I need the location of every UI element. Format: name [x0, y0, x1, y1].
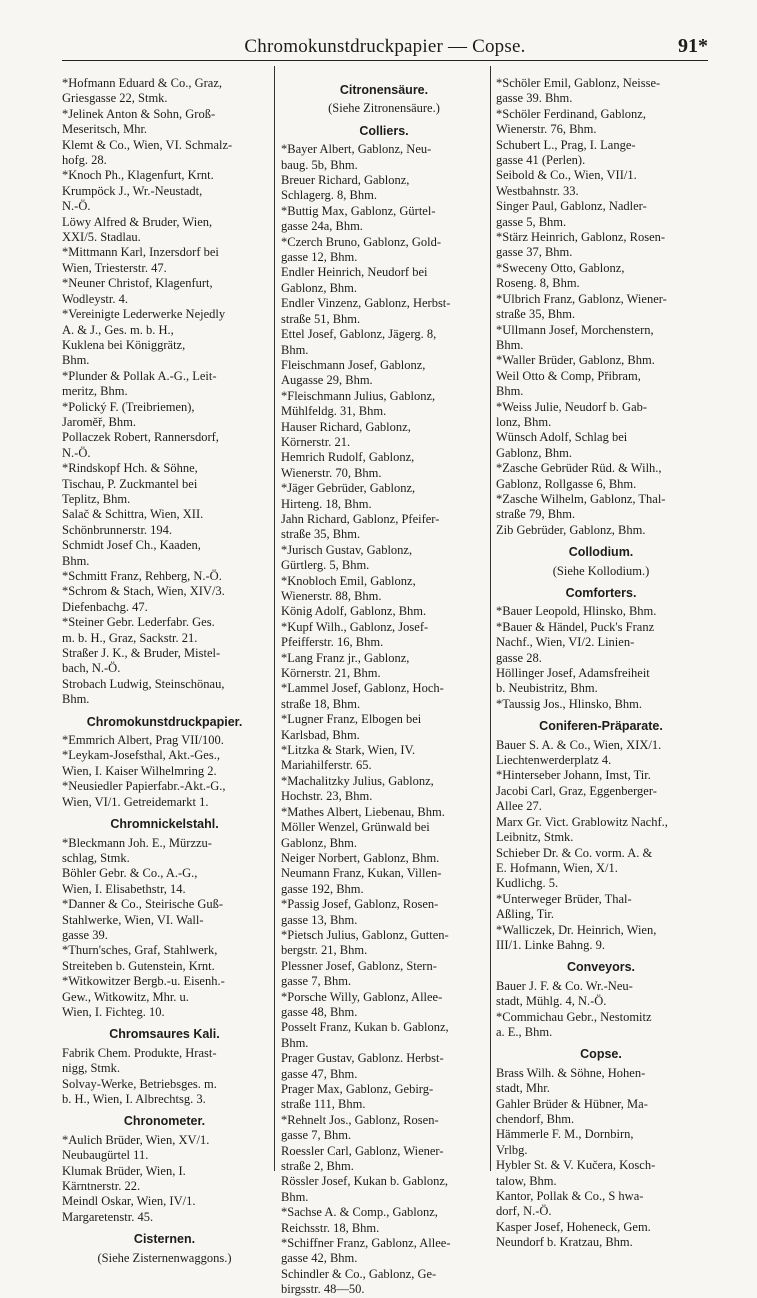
entry-line: *Unterweger Brüder, Thal-	[496, 891, 632, 906]
entry-line: Neundorf b. Kratzau, Bhm.	[496, 1235, 633, 1250]
entry-line: gasse 7, Bhm.	[281, 1128, 352, 1143]
entry-line: *Neusiedler Papierfabr.-Akt.-G.,	[62, 779, 226, 794]
entry-line: *Schöler Ferdinand, Gablonz,	[496, 106, 646, 121]
entry-line: hofg. 28.	[62, 153, 107, 168]
entry-line: stadt, Mhr.	[496, 1081, 550, 1096]
entry-line: Gürtlerg. 5, Bhm.	[281, 558, 370, 573]
entry-line: straße 111, Bhm.	[281, 1097, 366, 1112]
entry-line: Neubaugürtel 11.	[62, 1148, 149, 1163]
entry-line: gasse 37, Bhm.	[496, 245, 573, 260]
entry-line: A. & J., Ges. m. b. H.,	[62, 322, 174, 337]
entry-line: Vrlbg.	[496, 1142, 528, 1157]
entry-line: *Bauer & Händel, Puck's Franz	[496, 619, 655, 634]
entry-line: gasse 39. Bhm.	[496, 91, 573, 106]
entry-line: *Zasche Gebrüder Rüd. & Wilh.,	[496, 461, 662, 476]
entry-line: Wien, I. Kaiser Wilhelmring 2.	[62, 763, 217, 778]
entry-line: Singer Paul, Gablonz, Nadler-	[496, 199, 647, 214]
cross-reference: (Siehe Zitronensäure.)	[328, 101, 440, 116]
entry-line: *Bleckmann Joh. E., Mürzzu-	[62, 835, 212, 850]
entry-line: Böhler Gebr. & Co., A.-G.,	[62, 866, 198, 881]
entry-line: b. H., Wien, I. Albrechtsg. 3.	[62, 1092, 206, 1106]
entry-line: Gablonz, Bhm.	[281, 835, 358, 850]
section-heading: Collodium.	[568, 545, 634, 560]
entry-line: Leibnitz, Stmk.	[496, 830, 574, 845]
entry-line: *Hinterseber Johann, Imst, Tir.	[496, 768, 651, 783]
entry-line: Seibold & Co., Wien, VII/1.	[496, 168, 637, 183]
entry-line: Augasse 29, Bhm.	[281, 373, 373, 388]
entry-line: *Sachse A. & Comp., Gablonz,	[281, 1205, 438, 1220]
entry-line: *Aulich Brüder, Wien, XV/1.	[62, 1132, 210, 1147]
entry-line: Endler Vinzenz, Gablonz, Herbst-	[281, 296, 451, 311]
entry-line: Posselt Franz, Kukan b. Gablonz,	[281, 1020, 449, 1035]
entry-line: *Mittmann Karl, Inzersdorf bei	[62, 245, 219, 260]
entry-line: *Lammel Josef, Gablonz, Hoch-	[281, 681, 444, 696]
entry-line: Bhm.	[496, 384, 524, 399]
entry-line: Kantor, Pollak & Co., S hwa-	[496, 1189, 644, 1204]
entry-line: Bhm.	[62, 553, 90, 568]
entry-line: *Leykam-Josefsthal, Akt.-Ges.,	[62, 748, 220, 763]
entry-line: gasse 13, Bhm.	[281, 912, 358, 927]
entry-line: Salač & Schittra, Wien, XII.	[62, 507, 204, 522]
entry-line: Wienerstr. 76, Bhm.	[496, 122, 597, 137]
entry-line: E. Hofmann, Wien, X/1.	[496, 860, 618, 875]
entry-line: m. b. H., Graz, Sackstr. 21.	[62, 630, 198, 645]
section-heading: Chronometer.	[123, 1114, 206, 1129]
entry-line: Neumann Franz, Kukan, Villen-	[281, 866, 442, 881]
entry-line: *Rehnelt Jos., Gablonz, Rosen-	[281, 1112, 439, 1127]
entry-line: *Stärz Heinrich, Gablonz, Rosen-	[496, 230, 666, 245]
entry-line: *Knobloch Emil, Gablonz,	[281, 573, 416, 588]
entry-line: *Mathes Albert, Liebenau, Bhm.	[281, 804, 445, 819]
section-heading: Citronensäure.	[339, 83, 429, 97]
entry-line: *Ullmann Josef, Morchenstern,	[496, 322, 654, 337]
page-title: Chromokunstdruckpapier — Copse.	[244, 36, 526, 57]
entry-line: gasse 192, Bhm.	[281, 881, 364, 896]
entry-line: bergstr. 21, Bhm.	[281, 943, 368, 958]
entry-line: Bhm.	[281, 1035, 309, 1050]
entry-line: Neiger Norbert, Gablonz, Bhm.	[281, 850, 440, 865]
entry-line: Strobach Ludwig, Steinschönau,	[62, 676, 225, 691]
entry-line: *Schrom & Stach, Wien, XIV/3.	[62, 584, 225, 599]
column-right	[496, 76, 706, 1250]
entry-line: Körnerstr. 21, Bhm.	[281, 666, 381, 681]
entry-line: *Walliczek, Dr. Heinrich, Wien,	[496, 922, 657, 937]
entry-line: *Polický F. (Treibriemen),	[62, 399, 195, 414]
entry-line: *Sweceny Otto, Gablonz,	[496, 260, 625, 275]
entry-line: Bauer J. F. & Co. Wr.-Neu-	[496, 978, 633, 993]
cross-reference: (Siehe Kollodium.)	[552, 563, 650, 578]
entry-line: Reichsstr. 18, Bhm.	[281, 1220, 380, 1235]
entry-line: Gahler Brüder & Hübner, Ma-	[496, 1096, 648, 1111]
entry-line: gasse 39.	[62, 927, 108, 942]
entry-line: Hemrich Rudolf, Gablonz,	[281, 450, 415, 465]
entry-line: gasse 12, Bhm.	[281, 250, 358, 265]
entry-line: Zib Gebrüder, Gablonz, Bhm.	[496, 522, 646, 537]
entry-line: *Knoch Ph., Klagenfurt, Krnt.	[62, 168, 214, 183]
entry-line: XXI/5. Stadlau.	[62, 230, 141, 245]
entry-line: *Jäger Gebrüder, Gablonz,	[281, 481, 416, 496]
entry-line: *Weiss Julie, Neudorf b. Gab-	[496, 399, 648, 414]
entry-line: straße 79, Bhm.	[496, 507, 576, 522]
entry-line: gasse 28.	[496, 650, 542, 665]
entry-line: *Schiffner Franz, Gablonz, Allee-	[281, 1236, 451, 1251]
entry-line: *Schöler Emil, Gablonz, Neisse-	[496, 76, 661, 90]
entry-line: Körnerstr. 21.	[281, 434, 351, 449]
entry-line: straße 51, Bhm.	[281, 311, 361, 326]
entry-line: Solvay-Werke, Betriebsges. m.	[62, 1076, 217, 1091]
entry-line: König Adolf, Gablonz, Bhm.	[281, 604, 427, 619]
entry-line: *Passig Josef, Gablonz, Rosen-	[281, 897, 439, 912]
entry-line: Rössler Josef, Kukan b. Gablonz,	[281, 1174, 448, 1189]
entry-line: Schönbrunnerstr. 194.	[62, 522, 173, 537]
entry-line: Hämmerle F. M., Dornbirn,	[496, 1127, 634, 1142]
entry-line: gasse 7, Bhm.	[281, 974, 352, 989]
entry-line: Kuklena bei Königgrätz,	[62, 337, 186, 352]
entry-line: Meindl Oskar, Wien, IV/1.	[62, 1194, 196, 1209]
entry-line: *Hofmann Eduard & Co., Graz,	[62, 76, 223, 90]
entry-line: *Commichau Gebr., Nestomitz	[496, 1009, 652, 1024]
entry-line: *Witkowitzer Bergb.-u. Eisenh.-	[62, 974, 225, 989]
entry-line: *Schmitt Franz, Rehberg, N.-Ö.	[62, 569, 222, 583]
entry-line: gasse 48, Bhm.	[281, 1004, 358, 1019]
entry-line: N.-Ö.	[62, 445, 91, 460]
entry-line: *Emmrich Albert, Prag VII/100.	[62, 733, 224, 748]
section-heading: Cisternen.	[133, 1232, 196, 1247]
entry-line: *Steiner Gebr. Lederfabr. Ges.	[62, 615, 215, 630]
entry-line: *Kupf Wilh., Gablonz, Josef-	[281, 619, 429, 634]
entry-line: Wien, Triesterstr. 47.	[62, 260, 167, 275]
entry-line: Wien, I. Elisabethstr, 14.	[62, 881, 186, 896]
entry-line: straße 35, Bhm.	[496, 307, 576, 322]
entry-line: gasse 24a, Bhm.	[281, 219, 363, 234]
entry-line: Kärntnerstr. 22.	[62, 1179, 141, 1194]
entry-line: Brass Wilh. & Söhne, Hohen-	[496, 1065, 646, 1080]
entry-line: Karlsbad, Bhm.	[281, 727, 360, 742]
entry-line: Hochstr. 23, Bhm.	[281, 789, 373, 804]
section-heading: Chromsaures Kali.	[109, 1027, 220, 1042]
column-left	[62, 76, 267, 1265]
entry-line: *Neuner Christof, Klagenfurt,	[62, 276, 213, 291]
entry-line: Teplitz, Bhm.	[62, 491, 131, 506]
entry-line: *Taussig Jos., Hlinsko, Bhm.	[496, 696, 643, 711]
entry-line: baug. 5b, Bhm.	[281, 157, 358, 172]
entry-line: *Czerch Bruno, Gablonz, Gold-	[281, 234, 442, 249]
entry-line: Jahn Richard, Gablonz, Pfeifer-	[281, 511, 440, 526]
column-middle	[281, 76, 487, 1297]
entry-line: meritz, Bhm.	[62, 384, 128, 399]
entry-line: Roseng. 8, Bhm.	[496, 276, 580, 291]
entry-line: *Bayer Albert, Gablonz, Neu-	[281, 142, 432, 157]
entry-line: Fleischmann Josef, Gablonz,	[281, 357, 426, 372]
section-heading: Coniferen-Präparate.	[539, 719, 663, 734]
entry-line: Jaroměř, Bhm.	[62, 414, 136, 429]
entry-line: Wünsch Adolf, Schlag bei	[496, 430, 628, 445]
entry-line: Wien, I. Fichteg. 10.	[62, 1004, 165, 1019]
entry-line: Gablonz, Bhm.	[281, 280, 358, 295]
section-heading: Copse.	[580, 1047, 622, 1062]
entry-line: Löwy Alfred & Bruder, Wien,	[62, 214, 213, 229]
entry-line: stadt, Mühlg. 4, N.-Ö.	[496, 994, 607, 1009]
entry-line: b. Neubistritz, Bhm.	[496, 681, 598, 696]
entry-line: Weil Otto & Comp, Přibram,	[496, 368, 641, 383]
entry-line: *Bauer Leopold, Hlinsko, Bhm.	[496, 604, 657, 619]
column-divider	[274, 66, 275, 1171]
entry-line: III/1. Linke Bahng. 9.	[496, 937, 606, 952]
page-number: 91*	[678, 35, 708, 57]
entry-line: Pfeifferstr. 16, Bhm.	[281, 635, 384, 650]
entry-line: Mariahilferstr. 65.	[281, 758, 372, 773]
entry-line: *Zasche Wilhelm, Gablonz, Thal-	[496, 491, 666, 506]
entry-line: Diefenbachg. 47.	[62, 599, 148, 614]
entry-line: Kasper Josef, Hoheneck, Gem.	[496, 1219, 651, 1234]
entry-line: Aßling, Tir.	[496, 907, 555, 922]
entry-line: Hauser Richard, Gablonz,	[281, 419, 411, 434]
entry-line: Schindler & Co., Gablonz, Ge-	[281, 1266, 437, 1281]
entry-line: Gew., Witkowitz, Mhr. u.	[62, 989, 189, 1004]
entry-line: Schubert L., Prag, I. Lange-	[496, 137, 636, 152]
cross-reference: (Siehe Zisternenwaggons.)	[97, 1250, 232, 1265]
entry-line: *Pietsch Julius, Gablonz, Gutten-	[281, 927, 449, 942]
entry-line: Bhm.	[496, 337, 524, 352]
entry-line: Höllinger Josef, Adamsfreiheit	[496, 666, 650, 681]
entry-line: nigg, Stmk.	[62, 1061, 120, 1076]
entry-line: lonz, Bhm.	[496, 414, 552, 429]
page-header	[62, 34, 708, 61]
entry-line: *Fleischmann Julius, Gablonz,	[281, 388, 436, 403]
entry-line: Ettel Josef, Gablonz, Jägerg. 8,	[281, 327, 437, 342]
entry-line: dorf, N.-Ö.	[496, 1204, 552, 1219]
entry-line: Schlagerg. 8, Bhm.	[281, 188, 377, 203]
column-divider	[490, 66, 491, 1171]
entry-line: Streiteben b. Gutenstein, Krnt.	[62, 958, 215, 973]
entry-line: chendorf, Bhm.	[496, 1112, 575, 1126]
section-heading: Chromokunstdruckpapier.	[86, 714, 243, 729]
entry-line: Hybler St. & V. Kučera, Kosch-	[496, 1158, 656, 1173]
entry-line: schlag, Stmk.	[62, 850, 130, 865]
entry-line: *Vereinigte Lederwerke Nejedly	[62, 307, 226, 322]
entry-line: *Lang Franz jr., Gablonz,	[281, 650, 410, 665]
entry-line: *Ulbrich Franz, Gablonz, Wiener-	[496, 291, 667, 306]
entry-line: N.-Ö.	[62, 199, 91, 214]
entry-line: Schmidt Josef Ch., Kaaden,	[62, 538, 201, 553]
entry-line: straße 2, Bhm.	[281, 1159, 354, 1174]
entry-line: gasse 41 (Perlen).	[496, 153, 586, 168]
section-heading: Chromnickelstahl.	[110, 817, 219, 832]
section-heading: Colliers.	[359, 123, 409, 138]
entry-line: Klumak Brüder, Wien, I.	[62, 1163, 186, 1178]
entry-line: straße 18, Bhm.	[281, 696, 361, 711]
entry-line: Margaretenstr. 45.	[62, 1209, 154, 1224]
entry-line: Krumpöck J., Wr.-Neustadt,	[62, 183, 203, 198]
entry-line: *Waller Brüder, Gablonz, Bhm.	[496, 353, 655, 368]
entry-line: Nachf., Wien, VI/2. Linien-	[496, 635, 635, 650]
entry-line: Mühlfeldg. 31, Bhm.	[281, 404, 387, 419]
entry-line: talow, Bhm.	[496, 1173, 557, 1188]
entry-line: gasse 47, Bhm.	[281, 1066, 358, 1081]
entry-line: Bhm.	[62, 692, 90, 707]
entry-line: Liechtenwerderplatz 4.	[496, 753, 612, 768]
entry-line: gasse 5, Bhm.	[496, 214, 567, 229]
section-heading: Conveyors.	[566, 960, 636, 975]
entry-line: *Lugner Franz, Elbogen bei	[281, 712, 422, 727]
entry-line: Allee 27.	[496, 799, 542, 814]
entry-line: Möller Wenzel, Grünwald bei	[281, 820, 430, 835]
entry-line: *Porsche Willy, Gablonz, Allee-	[281, 989, 443, 1004]
entry-line: Bhm.	[281, 342, 309, 357]
entry-line: Wienerstr. 88, Bhm.	[281, 589, 382, 603]
entry-line: Roessler Carl, Gablonz, Wiener-	[281, 1143, 444, 1158]
entry-line: Prager Max, Gablonz, Gebirg-	[281, 1082, 434, 1096]
entry-line: Plessner Josef, Gablonz, Stern-	[281, 958, 437, 973]
entry-line: *Jelinek Anton & Sohn, Groß-	[62, 106, 216, 121]
entry-line: *Litzka & Stark, Wien, IV.	[281, 743, 416, 758]
entry-line: Gablonz, Rollgasse 6, Bhm.	[496, 476, 637, 491]
entry-line: Tischau, P. Zuckmantel bei	[62, 476, 198, 491]
entry-line: *Plunder & Pollak A.-G., Leit-	[62, 368, 217, 383]
entry-line: *Danner & Co., Steirische Guß-	[62, 897, 224, 912]
entry-line: Gablonz, Bhm.	[496, 445, 573, 460]
entry-line: Prager Gustav, Gablonz. Herbst-	[281, 1051, 444, 1066]
entry-line: bach, N.-Ö.	[62, 661, 121, 676]
entry-line: Pollaczek Robert, Rannersdorf,	[62, 430, 219, 445]
entry-line: Wodleystr. 4.	[62, 291, 129, 306]
entry-line: Wienerstr. 70, Bhm.	[281, 465, 382, 480]
entry-line: Wien, VI/1. Getreidemarkt 1.	[62, 794, 209, 809]
entry-line: gasse 42, Bhm.	[281, 1251, 358, 1266]
entry-line: *Jurisch Gustav, Gablonz,	[281, 542, 413, 557]
entry-line: Straßer J. K., & Bruder, Mistel-	[62, 646, 221, 661]
entry-line: *Thurn'sches, Graf, Stahlwerk,	[62, 943, 218, 958]
entry-line: straße 35, Bhm.	[281, 527, 361, 542]
entry-line: Jacobi Carl, Graz, Eggenberger-	[496, 783, 657, 798]
entry-line: *Machalitzky Julius, Gablonz,	[281, 773, 434, 788]
entry-line: birgsstr. 48—50.	[281, 1282, 365, 1297]
entry-line: *Buttig Max, Gablonz, Gürtel-	[281, 203, 436, 218]
entry-line: Stahlwerke, Wien, VI. Wall-	[62, 912, 204, 927]
entry-line: Klemt & Co., Wien, VI. Schmalz-	[62, 137, 233, 152]
entry-line: Breuer Richard, Gablonz,	[281, 173, 410, 188]
entry-line: *Rindskopf Hch. & Söhne,	[62, 461, 198, 476]
entry-line: Westbahnstr. 33.	[496, 183, 579, 198]
section-heading: Comforters.	[565, 586, 637, 600]
entry-line: Fabrik Chem. Produkte, Hrast-	[62, 1045, 217, 1060]
entry-line: Marx Gr. Vict. Grablowitz Nachf.,	[496, 814, 668, 829]
entry-line: Meseritsch, Mhr.	[62, 122, 148, 137]
entry-line: Endler Heinrich, Neudorf bei	[281, 265, 428, 280]
entry-line: Schieber Dr. & Co. vorm. A. &	[496, 845, 653, 860]
entry-line: Griesgasse 22, Stmk.	[62, 91, 168, 106]
entry-line: Bhm.	[62, 353, 90, 368]
entry-line: Hirteng. 18, Bhm.	[281, 496, 372, 511]
entry-line: Bauer S. A. & Co., Wien, XIX/1.	[496, 737, 662, 752]
entry-line: Bhm.	[281, 1189, 309, 1204]
entry-line: a. E., Bhm.	[496, 1024, 553, 1039]
entry-line: Kudlichg. 5.	[496, 876, 559, 891]
